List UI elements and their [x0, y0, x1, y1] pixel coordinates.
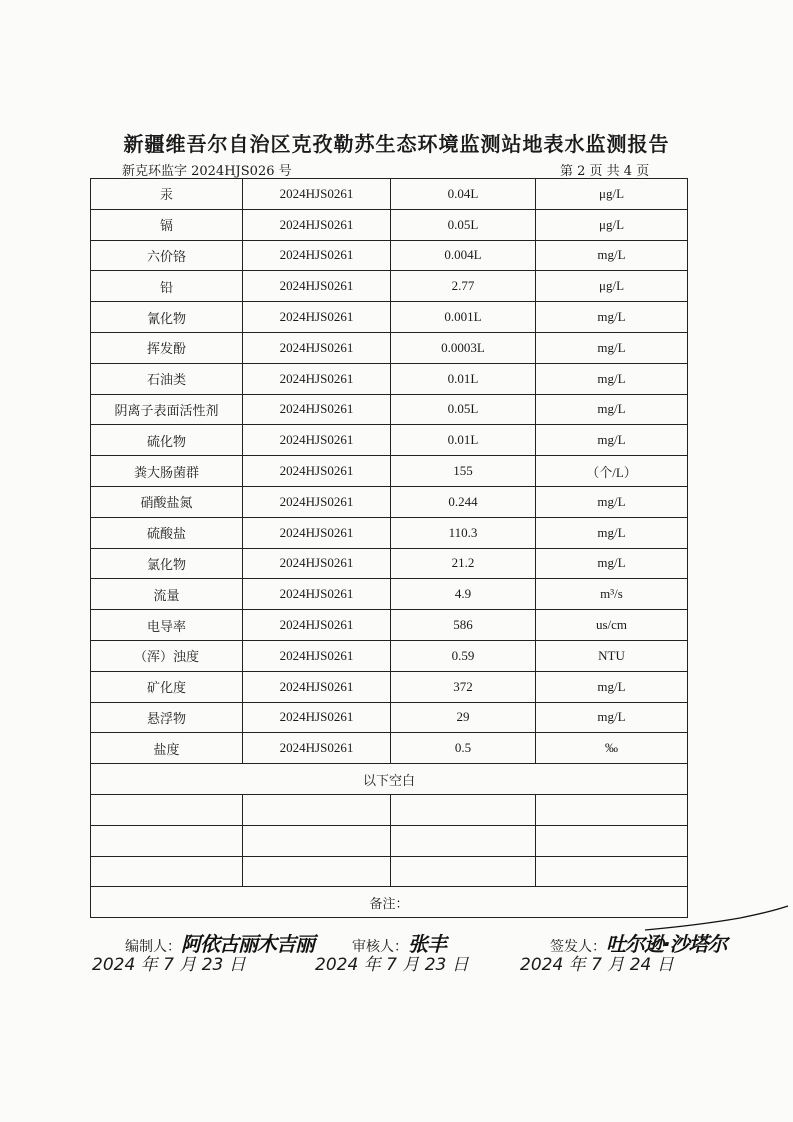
issuer-signature: 吐尔逊·沙塔尔 — [606, 932, 727, 956]
sample-id-cell: 2024HJS0261 — [243, 240, 391, 271]
item-cell: 镉 — [91, 209, 243, 240]
table-row — [91, 425, 688, 456]
page-info: 第 2 页 共 4 页 — [560, 164, 650, 179]
item-cell: 硫化物 — [91, 425, 243, 456]
sample-id-cell: 2024HJS0261 — [243, 456, 391, 487]
table-row — [91, 733, 688, 764]
table-row — [91, 332, 688, 363]
sample-id-cell: 2024HJS0261 — [243, 486, 391, 517]
unit-cell: mg/L — [536, 702, 688, 733]
sample-id-cell: 2024HJS0261 — [243, 548, 391, 579]
item-cell: 硫酸盐 — [91, 517, 243, 548]
sample-id-cell: 2024HJS0261 — [243, 302, 391, 333]
issuer-label: 签发人： — [550, 939, 606, 955]
reviewer-label: 审核人： — [352, 939, 408, 955]
unit-cell: mg/L — [536, 425, 688, 456]
unit-cell: mg/L — [536, 517, 688, 548]
value-cell: 0.05L — [391, 394, 536, 425]
sample-id-cell: 2024HJS0261 — [243, 610, 391, 641]
unit-cell: mg/L — [536, 671, 688, 702]
table-row — [91, 271, 688, 302]
table-row — [91, 486, 688, 517]
value-cell: 0.59 — [391, 640, 536, 671]
sample-id-cell: 2024HJS0261 — [243, 332, 391, 363]
remarks-label: 备注： — [91, 887, 688, 918]
item-cell: 挥发酚 — [91, 332, 243, 363]
item-cell: 阴离子表面活性剂 — [91, 394, 243, 425]
value-cell: 2.77 — [391, 271, 536, 302]
item-cell: 流量 — [91, 579, 243, 610]
unit-cell: mg/L — [536, 332, 688, 363]
item-cell: 铅 — [91, 271, 243, 302]
value-cell: 372 — [391, 671, 536, 702]
sample-id-cell: 2024HJS0261 — [243, 702, 391, 733]
blank-note-row — [91, 764, 688, 795]
value-cell: 0.5 — [391, 733, 536, 764]
unit-cell: μg/L — [536, 271, 688, 302]
unit-cell: mg/L — [536, 394, 688, 425]
table-row — [91, 548, 688, 579]
report-title: 新疆维吾尔自治区克孜勒苏生态环境监测站地表水监测报告 — [123, 132, 670, 156]
sample-id-cell: 2024HJS0261 — [243, 209, 391, 240]
sample-id-cell: 2024HJS0261 — [243, 733, 391, 764]
item-cell: 粪大肠菌群 — [91, 456, 243, 487]
value-cell: 586 — [391, 610, 536, 641]
value-cell: 4.9 — [391, 579, 536, 610]
reviewer-date: 2024 年 7 月 23 日 — [315, 955, 469, 975]
unit-cell: mg/L — [536, 548, 688, 579]
item-cell: 电导率 — [91, 610, 243, 641]
item-cell: 氯化物 — [91, 548, 243, 579]
issuer-date: 2024 年 7 月 24 日 — [520, 955, 674, 975]
item-cell: 六价铬 — [91, 240, 243, 271]
unit-cell: μg/L — [536, 209, 688, 240]
item-cell: 石油类 — [91, 363, 243, 394]
value-cell: 0.004L — [391, 240, 536, 271]
table-row — [91, 671, 688, 702]
sample-id-cell: 2024HJS0261 — [243, 425, 391, 456]
unit-cell: ‰ — [536, 733, 688, 764]
table-row — [91, 363, 688, 394]
item-cell: 氰化物 — [91, 302, 243, 333]
value-cell: 110.3 — [391, 517, 536, 548]
compiler-signature: 阿依古丽木吉丽 — [181, 932, 314, 956]
item-cell: 盐度 — [91, 733, 243, 764]
unit-cell: （个/L） — [536, 456, 688, 487]
value-cell: 0.001L — [391, 302, 536, 333]
item-cell: （浑）浊度 — [91, 640, 243, 671]
table-row — [91, 456, 688, 487]
table-row — [91, 640, 688, 671]
sample-id-cell: 2024HJS0261 — [243, 271, 391, 302]
value-cell: 0.01L — [391, 425, 536, 456]
table-row — [91, 610, 688, 641]
unit-cell: m³/s — [536, 579, 688, 610]
item-cell: 悬浮物 — [91, 702, 243, 733]
table-row — [91, 302, 688, 333]
empty-row — [91, 825, 688, 856]
table-row — [91, 209, 688, 240]
sample-id-cell: 2024HJS0261 — [243, 640, 391, 671]
table-row — [91, 702, 688, 733]
table-row — [91, 394, 688, 425]
results-body — [91, 179, 688, 764]
sample-id-cell: 2024HJS0261 — [243, 394, 391, 425]
sample-id-cell: 2024HJS0261 — [243, 671, 391, 702]
value-cell: 0.01L — [391, 363, 536, 394]
unit-cell: mg/L — [536, 240, 688, 271]
document-number: 新克环监字 2024HJS026 号 — [122, 164, 292, 179]
empty-row — [91, 794, 688, 825]
table-row — [91, 579, 688, 610]
value-cell: 0.0003L — [391, 332, 536, 363]
table-row — [91, 517, 688, 548]
sample-id-cell: 2024HJS0261 — [243, 363, 391, 394]
item-cell: 硝酸盐氮 — [91, 486, 243, 517]
value-cell: 29 — [391, 702, 536, 733]
table-row — [91, 240, 688, 271]
unit-cell: μg/L — [536, 179, 688, 210]
unit-cell: mg/L — [536, 486, 688, 517]
item-cell: 汞 — [91, 179, 243, 210]
results-table — [90, 178, 688, 918]
reviewer-signature: 张丰 — [408, 932, 446, 956]
blank-note: 以下空白 — [91, 764, 688, 795]
value-cell: 0.244 — [391, 486, 536, 517]
unit-cell: mg/L — [536, 302, 688, 333]
unit-cell: mg/L — [536, 363, 688, 394]
compiler-label: 编制人： — [125, 939, 181, 955]
sample-id-cell: 2024HJS0261 — [243, 179, 391, 210]
remarks-row — [91, 887, 688, 918]
value-cell: 0.05L — [391, 209, 536, 240]
item-cell: 矿化度 — [91, 671, 243, 702]
unit-cell: NTU — [536, 640, 688, 671]
value-cell: 21.2 — [391, 548, 536, 579]
signature-flourish — [640, 900, 790, 940]
value-cell: 155 — [391, 456, 536, 487]
sample-id-cell: 2024HJS0261 — [243, 517, 391, 548]
unit-cell: us/cm — [536, 610, 688, 641]
compiler-date: 2024 年 7 月 23 日 — [92, 955, 246, 975]
empty-row — [91, 856, 688, 887]
table-row — [91, 179, 688, 210]
sample-id-cell: 2024HJS0261 — [243, 579, 391, 610]
value-cell: 0.04L — [391, 179, 536, 210]
